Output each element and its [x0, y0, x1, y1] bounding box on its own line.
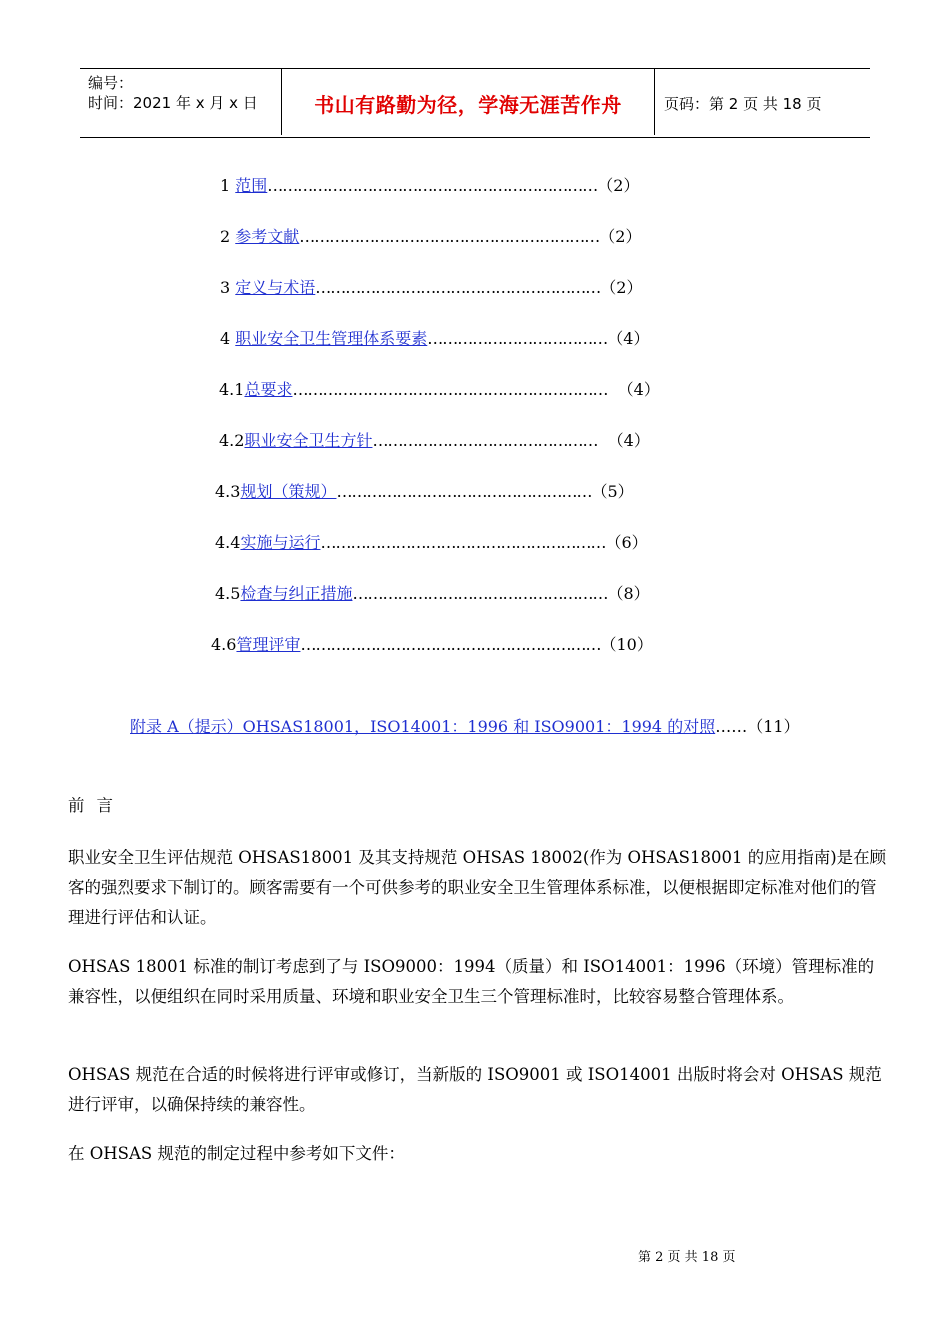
toc-leader: …………………………………………… [336, 482, 592, 501]
document-date: 时间：2021 年 x 月 x 日 [88, 94, 258, 112]
document-number-label: 编号： [88, 74, 134, 92]
toc-leader: ……………………………… [427, 329, 608, 348]
toc-number: 3 [220, 278, 231, 297]
toc-link-references[interactable]: 参考文献 [235, 227, 300, 246]
toc-number: 2 [220, 227, 231, 246]
toc-page: （10） [600, 635, 653, 654]
toc-page: （2） [599, 227, 642, 246]
toc-entry [211, 634, 653, 656]
toc-leader: ……………………………………………………… [292, 380, 608, 399]
toc-entry [220, 175, 639, 197]
paragraph: 在 OHSAS 规范的制定过程中参考如下文件： [68, 1144, 405, 1163]
header-divider [654, 69, 655, 135]
toc-leader: …………………………………………………… [299, 227, 600, 246]
toc-page: （4） [617, 380, 660, 399]
toc-entry [220, 277, 642, 299]
toc-link-checking[interactable]: 检查与纠正措施 [240, 584, 353, 603]
toc-entry [219, 379, 660, 401]
toc-entry [220, 226, 641, 248]
toc-page: （2） [600, 278, 643, 297]
toc-leader: …………………………………………………… [300, 635, 601, 654]
page-footer: 第 2 页 共 18 页 [638, 1250, 736, 1265]
toc-page: （6） [605, 533, 648, 552]
toc-page: （5） [591, 482, 634, 501]
toc-appendix-entry [130, 714, 800, 737]
page-header [80, 68, 870, 138]
toc-entry [220, 328, 649, 350]
toc-number: 4.2 [219, 431, 245, 450]
header-motto: 书山有路勤为径，学海无涯苦作舟 [314, 93, 622, 117]
toc-number: 1 [220, 176, 231, 195]
toc-number: 4.4 [215, 533, 241, 552]
toc-link-planning[interactable]: 规划（策规） [240, 482, 337, 501]
toc-number: 4.5 [215, 584, 241, 603]
paragraph: OHSAS 规范在合适的时候将进行评审或修订，当新版的 ISO9001 或 ISO14001 出版时将会对 OHSAS 规范进行评审，以确保持续的兼容性。 [68, 1065, 882, 1114]
header-meta [88, 73, 288, 113]
toc-number: 4.3 [215, 482, 241, 501]
toc-number: 4.1 [219, 380, 245, 399]
toc-page: （8） [607, 584, 650, 603]
toc-entry [215, 481, 634, 503]
toc-number: 4.6 [211, 635, 237, 654]
toc-leader: ………………………………………………………… [267, 176, 598, 195]
toc-link-management-review[interactable]: 管理评审 [236, 635, 301, 654]
toc-link-general-requirements[interactable]: 总要求 [244, 380, 293, 399]
toc-page: （4） [607, 431, 650, 450]
toc-link-definitions[interactable]: 定义与术语 [235, 278, 316, 297]
toc-page: （4） [607, 329, 650, 348]
toc-leader: ………………………………………………… [315, 278, 601, 297]
toc-entry [215, 583, 650, 605]
toc-number: 4 [220, 329, 231, 348]
toc-leader: …… [715, 717, 748, 736]
toc-leader: ………………………………………………… [320, 533, 606, 552]
toc-page: （11） [747, 717, 800, 736]
toc-leader: …………………………………………… [352, 584, 608, 603]
header-page-info: 页码：第 2 页 共 18 页 [664, 95, 822, 113]
paragraph: OHSAS 18001 标准的制订考虑到了与 ISO9000：1994（质量）和 ISO14001：1996（环境）管理标准的兼容性，以便组织在同时采用质量、环境和职业安全卫生三个管理标准时，比较容易整合管理体系。 [68, 957, 875, 1006]
paragraph: 职业安全卫生评估规范 OHSAS18001 及其支持规范 OHSAS 18002(作为 OHSAS18001 的应用指南)是在顾客的强烈要求下制订的。顾客需要有一个可供参考的职业安全卫生管理体系标准，以便根据即定标准对他们的管理进行评估和认证。 [68, 848, 887, 927]
toc-link-appendix-a[interactable]: 附录 A（提示）OHSAS18001，ISO14001：1996 和 ISO9001：1994 的对照 [130, 717, 716, 736]
toc-link-ohs-policy[interactable]: 职业安全卫生方针 [244, 431, 373, 450]
toc-page: （2） [597, 176, 640, 195]
toc-entry [215, 532, 648, 554]
toc-link-ohs-elements[interactable]: 职业安全卫生管理体系要素 [235, 329, 428, 348]
toc-link-implementation[interactable]: 实施与运行 [240, 533, 321, 552]
toc-entry [219, 430, 650, 452]
toc-link-scope[interactable]: 范围 [235, 176, 268, 195]
foreword-heading: 前言 [68, 796, 125, 815]
toc-leader: ……………………………………… [372, 431, 598, 450]
